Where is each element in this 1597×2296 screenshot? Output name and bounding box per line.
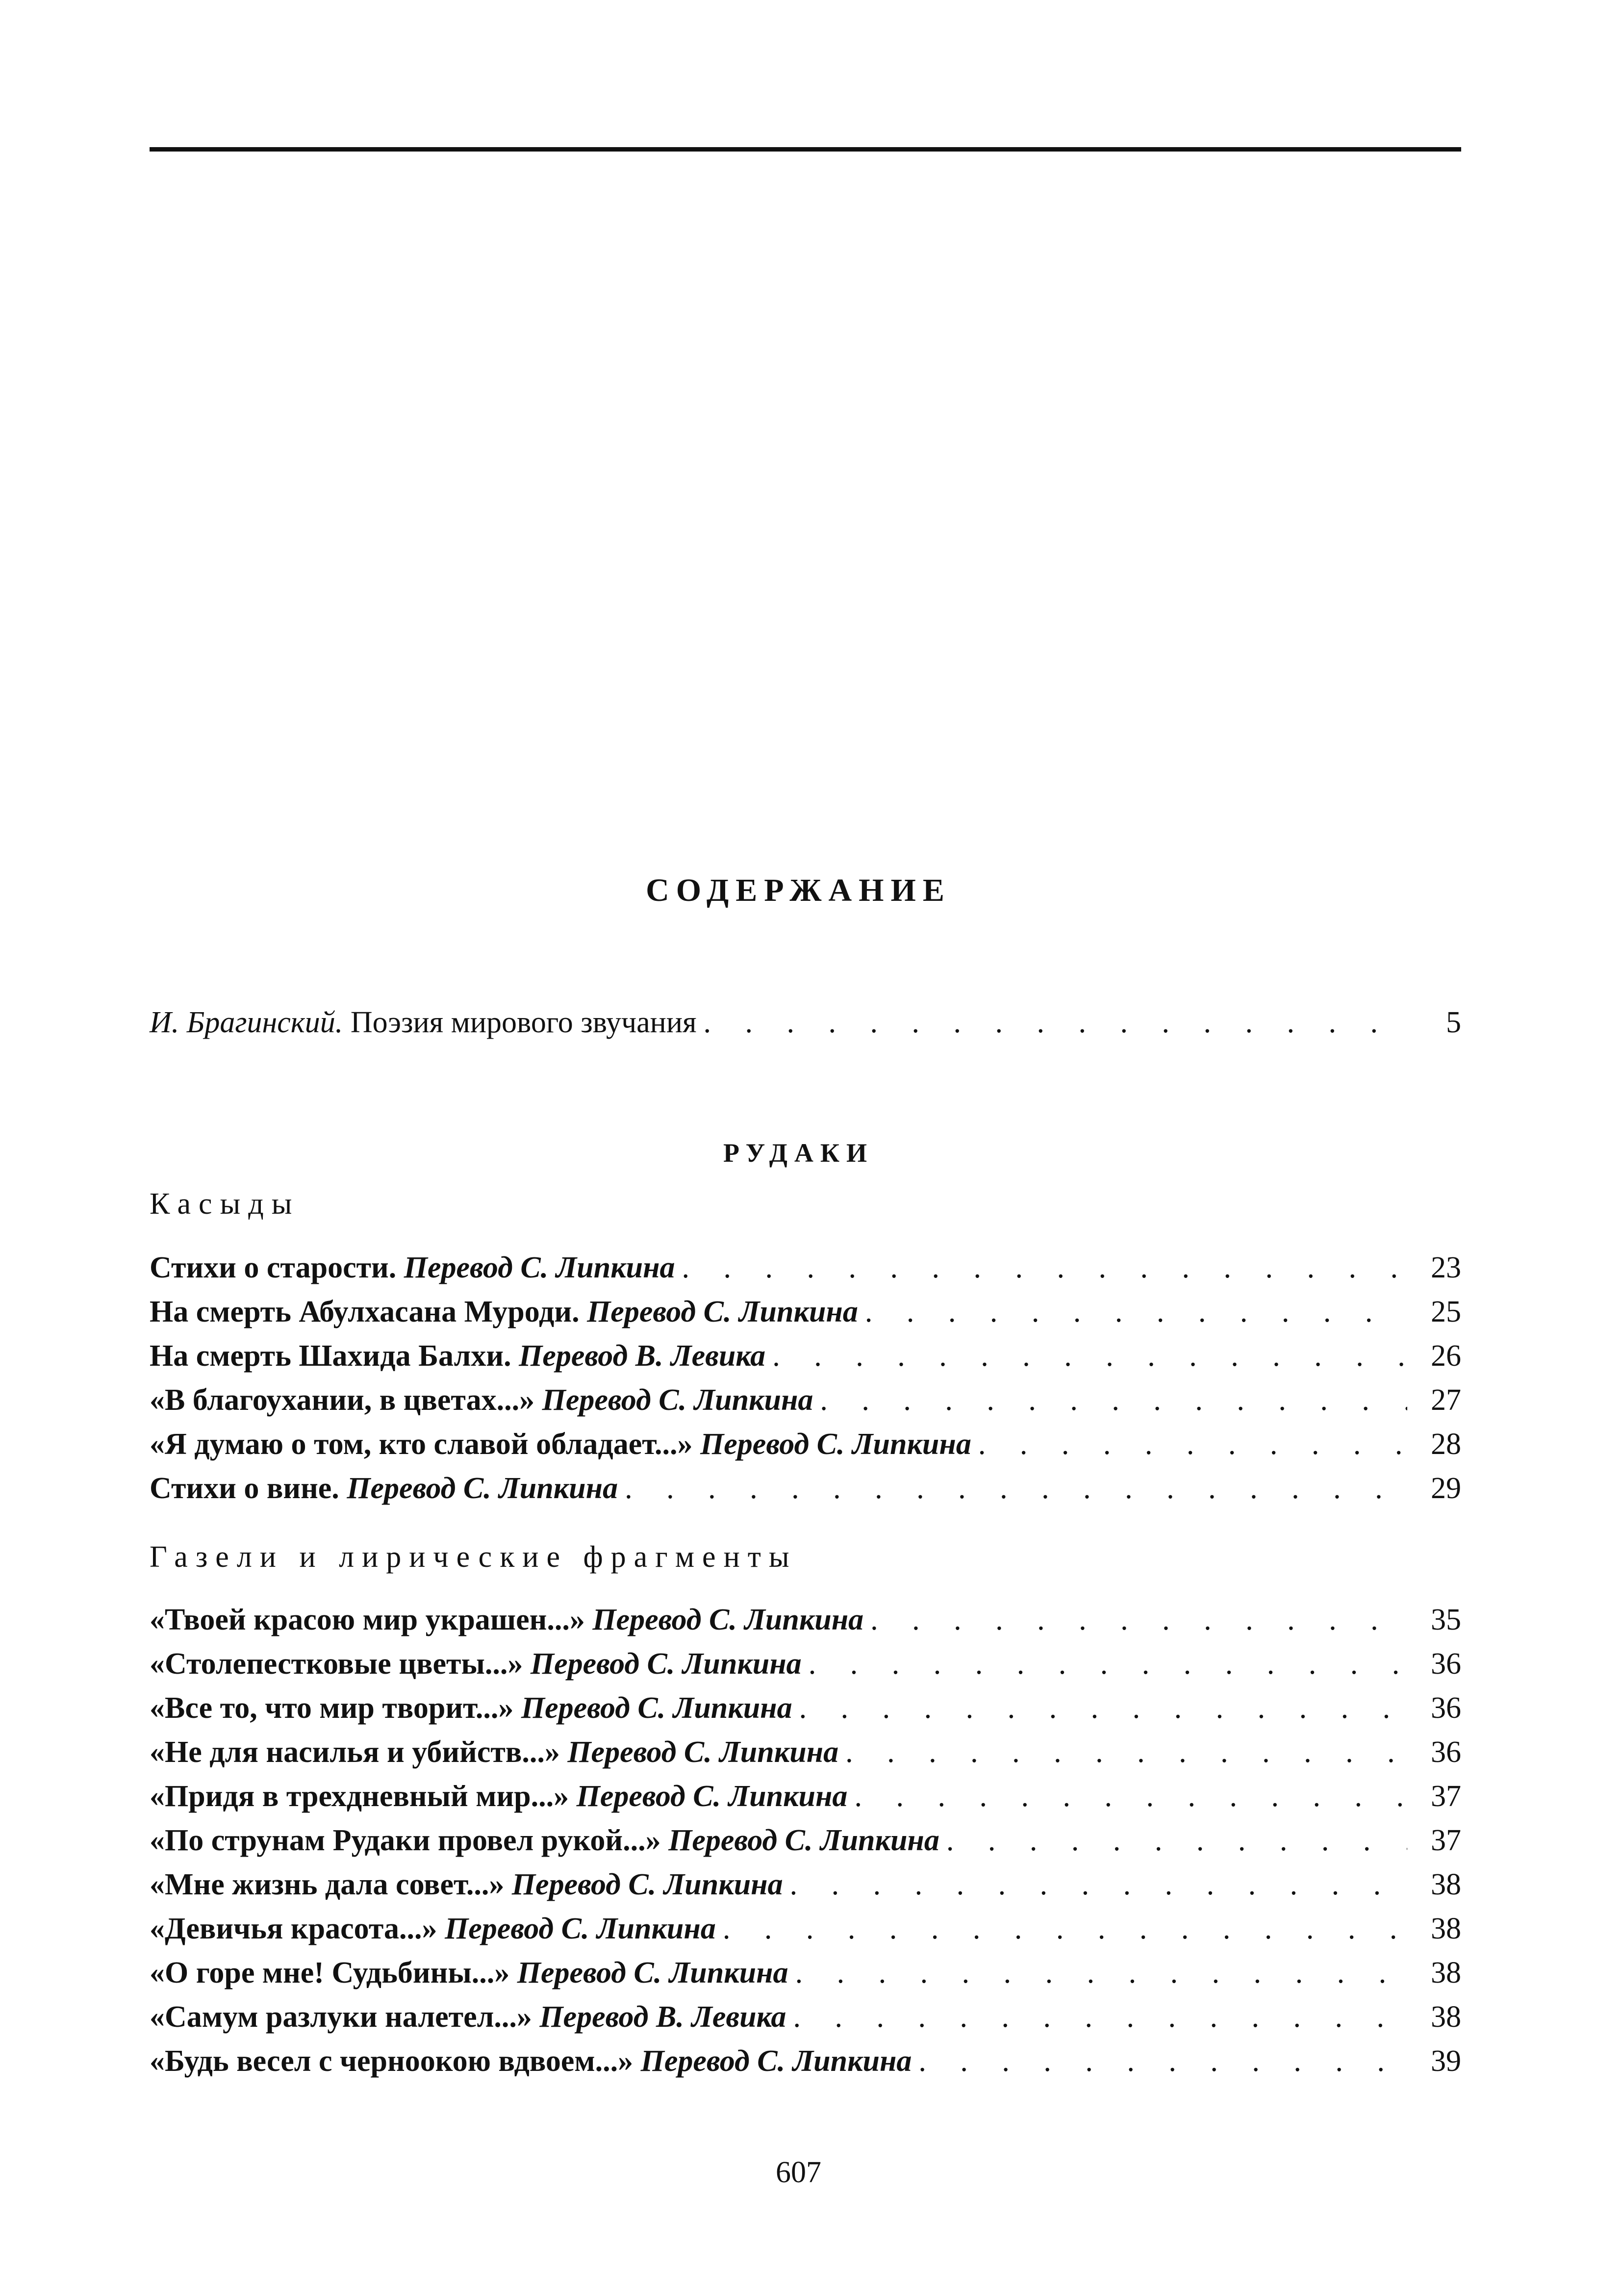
toc-entry-title: «Самум разлуки налетел...»	[150, 2000, 532, 2034]
toc-entry-text	[150, 1000, 697, 1045]
toc-entry-translator: Перевод С. Липкина	[587, 1295, 858, 1328]
toc-entry-text	[150, 2039, 912, 2083]
toc-entry-text	[150, 1862, 783, 1907]
toc-entry-title: «Столепестковые цветы...»	[150, 1647, 523, 1681]
toc-entry-text	[150, 1818, 939, 1862]
toc-entry-title: «Твоей красою мир украшен...»	[150, 1603, 585, 1636]
dot-leader	[971, 1422, 1407, 1466]
toc-entry-title: Стихи о вине.	[150, 1472, 339, 1505]
toc-entry-title: «Не для насилья и убийств...»	[150, 1735, 560, 1769]
toc-row	[150, 1246, 1461, 1290]
toc-entry-text	[150, 1774, 847, 1818]
toc-row	[150, 1642, 1461, 1686]
toc-entry-translator: Перевод С. Липкина	[511, 1868, 783, 1901]
toc-entry-text	[150, 1466, 618, 1510]
toc-row	[150, 1862, 1461, 1907]
toc-list-gazeli	[150, 1598, 1461, 2083]
dot-leader	[788, 1951, 1407, 1995]
toc-page-number: 23	[1431, 1251, 1461, 1284]
toc-entry-translator: Перевод С. Липкина	[517, 1956, 788, 1990]
toc-entry-text	[150, 1334, 765, 1378]
dot-leader	[618, 1466, 1407, 1510]
toc-entry-title: «Я думаю о том, кто славой обладает...»	[150, 1428, 693, 1461]
dot-leader	[765, 1334, 1407, 1378]
toc-entry-translator: Перевод С. Липкина	[445, 1912, 716, 1945]
toc-page-number: 37	[1431, 1780, 1461, 1813]
toc-row	[150, 1334, 1461, 1378]
toc-entry-title: «Будь весел с черноокою вдвоем...»	[150, 2044, 634, 2078]
toc-entry-text	[150, 1290, 858, 1334]
dot-leader	[939, 1818, 1407, 1862]
toc-row-intro	[150, 1000, 1461, 1045]
toc-entry-text	[150, 1598, 863, 1642]
toc-page-number: 38	[1431, 1912, 1461, 1945]
toc-entry-translator: Перевод С. Липкина	[640, 2044, 912, 2078]
page-title: СОДЕРЖАНИЕ	[646, 872, 951, 908]
toc-page-number: 26	[1431, 1339, 1461, 1373]
toc-page-number: 25	[1431, 1295, 1461, 1328]
dot-leader	[847, 1774, 1407, 1818]
toc-page-number: 35	[1431, 1603, 1461, 1636]
toc-entry-text	[150, 1907, 716, 1951]
dot-leader	[863, 1598, 1407, 1642]
dot-leader	[716, 1907, 1407, 1951]
toc-list-kasydy	[150, 1246, 1461, 1510]
dot-leader	[675, 1246, 1407, 1290]
toc-entry-title: «Мне жизнь дала совет...»	[150, 1868, 505, 1901]
toc-entry-translator: Перевод С. Липкина	[592, 1603, 864, 1636]
dot-leader	[912, 2039, 1407, 2083]
toc-page-number: 39	[1431, 2044, 1461, 2078]
toc-page-number: 29	[1431, 1472, 1461, 1505]
toc-entry-text	[150, 1422, 971, 1466]
toc-row	[150, 1466, 1461, 1510]
section-author-heading: РУДАКИ	[723, 1138, 874, 1168]
page-number-folio: 607	[776, 2156, 821, 2189]
toc-entry-translator: Перевод В. Левика	[539, 2000, 786, 2034]
dot-leader	[783, 1862, 1407, 1907]
subsection-title-kasydy: Касыды	[150, 1187, 300, 1221]
dot-leader	[858, 1290, 1407, 1334]
toc-entry-translator: Перевод С. Липкина	[404, 1251, 675, 1284]
toc-row	[150, 1290, 1461, 1334]
toc-page-number: 36	[1431, 1691, 1461, 1725]
toc-page-number: 36	[1431, 1735, 1461, 1769]
dot-leader	[802, 1642, 1407, 1686]
top-rule	[150, 147, 1461, 152]
toc-entry-translator: Перевод С. Липкина	[700, 1428, 971, 1461]
toc-page-number: 36	[1431, 1647, 1461, 1681]
toc-entry-text	[150, 1686, 792, 1730]
toc-entry-text	[150, 1642, 802, 1686]
intro-entry	[150, 1000, 1461, 1045]
toc-row	[150, 1378, 1461, 1422]
toc-entry-translator: Перевод С. Липкина	[521, 1691, 792, 1725]
toc-row	[150, 2039, 1461, 2083]
toc-page-number: 38	[1431, 2000, 1461, 2034]
toc-page-number: 38	[1431, 1956, 1461, 1990]
toc-entry-title: «Придя в трехдневный мир...»	[150, 1780, 569, 1813]
toc-row	[150, 1907, 1461, 1951]
toc-row	[150, 1686, 1461, 1730]
toc-entry-text	[150, 1730, 838, 1774]
toc-entry-title: На смерть Шахида Балхи.	[150, 1339, 511, 1373]
toc-entry-title: «Девичья красота...»	[150, 1912, 437, 1945]
toc-entry-title: «По струнам Рудаки провел рукой...»	[150, 1824, 661, 1857]
toc-entry-translator: Перевод С. Липкина	[567, 1735, 839, 1769]
dot-leader	[786, 1995, 1407, 2039]
toc-entry-translator: Перевод С. Липкина	[542, 1383, 813, 1417]
toc-row	[150, 1774, 1461, 1818]
toc-entry-title: «Все то, что мир творит...»	[150, 1691, 514, 1725]
subsection-title-gazeli: Газели и лирические фрагменты	[150, 1540, 797, 1574]
toc-page-number: 28	[1431, 1428, 1461, 1461]
toc-entry-text	[150, 1246, 675, 1290]
toc-entry-translator: Перевод В. Левика	[519, 1339, 766, 1373]
dot-leader	[792, 1686, 1407, 1730]
toc-row	[150, 1730, 1461, 1774]
toc-entry-translator: Перевод С. Липкина	[347, 1472, 618, 1505]
toc-page-number: 27	[1431, 1383, 1461, 1417]
toc-entry-translator: Перевод С. Липкина	[576, 1780, 848, 1813]
toc-entry-title: На смерть Абулхасана Муроди.	[150, 1295, 580, 1328]
toc-entry-text	[150, 1995, 786, 2039]
toc-entry-translator: Перевод С. Липкина	[668, 1824, 939, 1857]
intro-title: Поэзия мирового звучания	[350, 1006, 697, 1039]
toc-entry-title: «В благоухании, в цветах...»	[150, 1383, 535, 1417]
dot-leader	[838, 1730, 1407, 1774]
toc-entry-title: «О горе мне! Судьбины...»	[150, 1956, 510, 1990]
toc-row	[150, 1422, 1461, 1466]
intro-author: И. Брагинский.	[150, 1006, 343, 1039]
toc-page-number: 38	[1431, 1868, 1461, 1901]
dot-leader	[813, 1378, 1407, 1422]
toc-entry-translator: Перевод С. Липкина	[530, 1647, 802, 1681]
toc-page-number: 37	[1431, 1824, 1461, 1857]
dot-leader	[697, 1000, 1407, 1045]
toc-row	[150, 1598, 1461, 1642]
toc-row	[150, 1995, 1461, 2039]
toc-entry-text	[150, 1951, 788, 1995]
toc-row	[150, 1951, 1461, 1995]
toc-page-number: 5	[1446, 1006, 1461, 1039]
toc-entry-text	[150, 1378, 813, 1422]
toc-entry-title: Стихи о старости.	[150, 1251, 397, 1284]
toc-row	[150, 1818, 1461, 1862]
